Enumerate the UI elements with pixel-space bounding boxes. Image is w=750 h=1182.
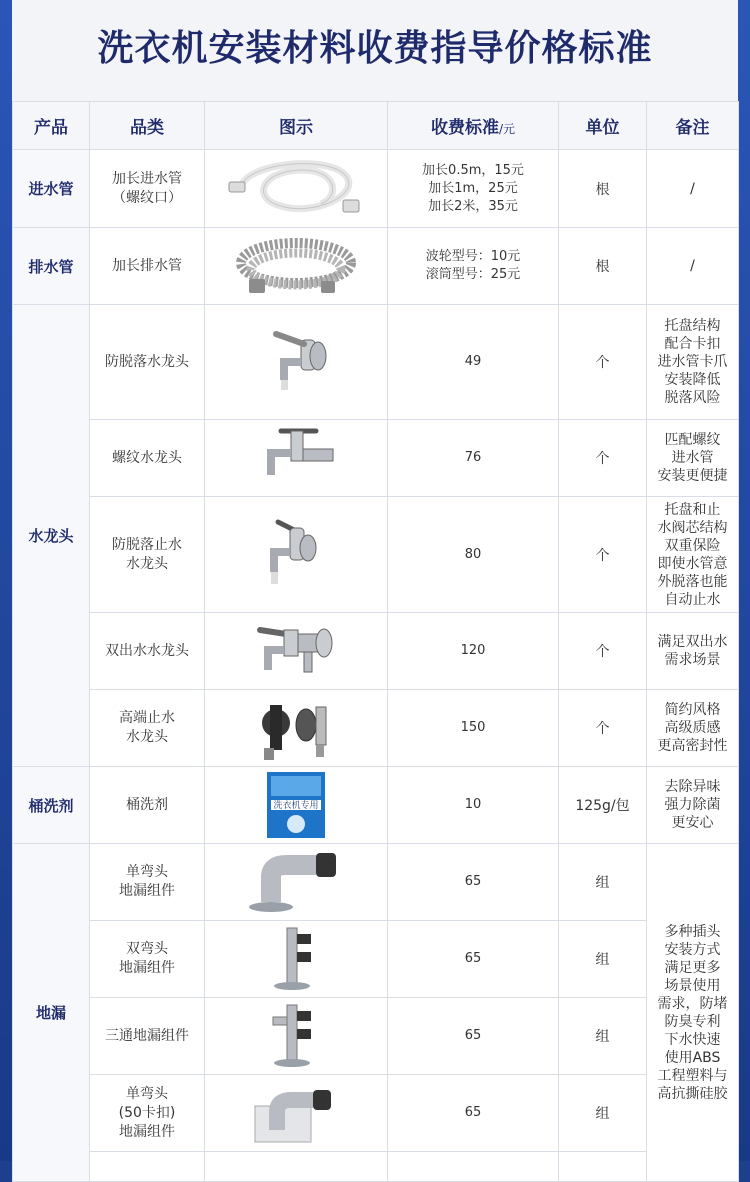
dual-outlet-faucet-icon <box>205 613 388 690</box>
unit-value: 125g/包 <box>559 767 647 844</box>
price-value: 10 <box>388 767 559 844</box>
unit-value: 组 <box>559 844 647 921</box>
table-row <box>13 1075 739 1152</box>
category-name: 加长进水管 （螺纹口） <box>90 150 205 228</box>
note-value: 托盘结构 配合卡扣 进水管卡爪 安装降低 脱落风险 <box>647 305 739 420</box>
category-name: 双出水水龙头 <box>90 613 205 690</box>
header-category: 品类 <box>90 102 205 150</box>
tee-drain-icon <box>205 998 388 1075</box>
note-value: 去除异味 强力除菌 更安心 <box>647 767 739 844</box>
table-row <box>13 921 739 998</box>
header-price-label: 收费标准 <box>430 118 499 138</box>
table-row <box>13 767 739 844</box>
unit-value: 个 <box>559 690 647 767</box>
unit-value: 个 <box>559 613 647 690</box>
price-value: 150 <box>388 690 559 767</box>
category-name: 双弯头 地漏组件 <box>90 921 205 998</box>
unit-value: 组 <box>559 1075 647 1152</box>
category-name: 高端止水 水龙头 <box>90 690 205 767</box>
elbow-drain-icon <box>205 844 388 921</box>
header-product: 产品 <box>13 102 90 150</box>
detergent-packet-icon <box>205 767 388 844</box>
stop-faucet-icon <box>205 497 388 613</box>
threaded-faucet-icon <box>205 420 388 497</box>
category-name: 单弯头 地漏组件 <box>90 844 205 921</box>
note-value: 满足双出水 需求场景 <box>647 613 739 690</box>
product-name: 桶洗剂 <box>13 767 90 844</box>
table-row <box>13 998 739 1075</box>
detergent-label: 洗衣机专用 <box>273 801 319 811</box>
category-name: 单弯头 (50卡扣) 地漏组件 <box>90 1075 205 1152</box>
page-title: 洗衣机安装材料收费指导价格标准 <box>97 28 653 69</box>
empty-cell <box>388 1152 559 1182</box>
category-name: 防脱落止水 水龙头 <box>90 497 205 613</box>
price-value: 波轮型号：10元 滚筒型号：25元 <box>388 228 559 305</box>
table-row <box>13 305 739 420</box>
price-value: 49 <box>388 305 559 420</box>
table-row <box>13 844 739 921</box>
empty-cell <box>559 1152 647 1182</box>
price-value: 80 <box>388 497 559 613</box>
unit-value: 根 <box>559 150 647 228</box>
note-value: 多种插头 安装方式 满足更多 场景使用 需求，防堵 防臭专利 下水快速 使用ABS 工程塑料与 高抗撕硅胶 <box>647 844 739 1182</box>
premium-faucet-icon <box>205 690 388 767</box>
product-name: 排水管 <box>13 228 90 305</box>
header-row <box>13 102 739 150</box>
unit-value: 组 <box>559 921 647 998</box>
double-elbow-drain-icon <box>205 921 388 998</box>
header-price <box>388 102 559 150</box>
product-name: 水龙头 <box>13 305 90 767</box>
unit-value: 个 <box>559 420 647 497</box>
price-value: 65 <box>388 921 559 998</box>
header-note: 备注 <box>647 102 739 150</box>
note-value: 简约风格 高级质感 更高密封性 <box>647 690 739 767</box>
price-value: 65 <box>388 844 559 921</box>
empty-cell <box>205 1152 388 1182</box>
table-row <box>13 420 739 497</box>
price-table <box>12 101 739 1182</box>
table-row <box>13 1152 739 1182</box>
price-value: 65 <box>388 998 559 1075</box>
header-unit: 单位 <box>559 102 647 150</box>
empty-cell <box>90 1152 205 1182</box>
product-name: 地漏 <box>13 844 90 1182</box>
unit-value: 根 <box>559 228 647 305</box>
product-name: 进水管 <box>13 150 90 228</box>
header-price-unit: /元 <box>498 122 516 136</box>
table-row <box>13 150 739 228</box>
category-name: 螺纹水龙头 <box>90 420 205 497</box>
note-value: / <box>647 150 739 228</box>
note-value: 托盘和止 水阀芯结构 双重保险 即使水管意 外脱落也能 自动止水 <box>647 497 739 613</box>
note-value: / <box>647 228 739 305</box>
category-name: 加长排水管 <box>90 228 205 305</box>
header-image: 图示 <box>205 102 388 150</box>
category-name: 防脱落水龙头 <box>90 305 205 420</box>
price-value: 76 <box>388 420 559 497</box>
note-value: 匹配螺纹 进水管 安装更便捷 <box>647 420 739 497</box>
grey-drain-hose-icon <box>205 228 388 305</box>
price-value: 120 <box>388 613 559 690</box>
price-sheet <box>12 0 738 1161</box>
unit-value: 个 <box>559 497 647 613</box>
table-row <box>13 690 739 767</box>
price-value: 加长0.5m，15元 加长1m，25元 加长2米，35元 <box>388 150 559 228</box>
unit-value: 个 <box>559 305 647 420</box>
unit-value: 组 <box>559 998 647 1075</box>
table-row <box>13 613 739 690</box>
table-row <box>13 228 739 305</box>
category-name: 桶洗剂 <box>90 767 205 844</box>
clip-elbow-drain-icon <box>205 1075 388 1152</box>
white-hose-icon <box>205 150 388 228</box>
faucet-icon <box>205 305 388 420</box>
table-row <box>13 497 739 613</box>
price-value: 65 <box>388 1075 559 1152</box>
category-name: 三通地漏组件 <box>90 998 205 1075</box>
